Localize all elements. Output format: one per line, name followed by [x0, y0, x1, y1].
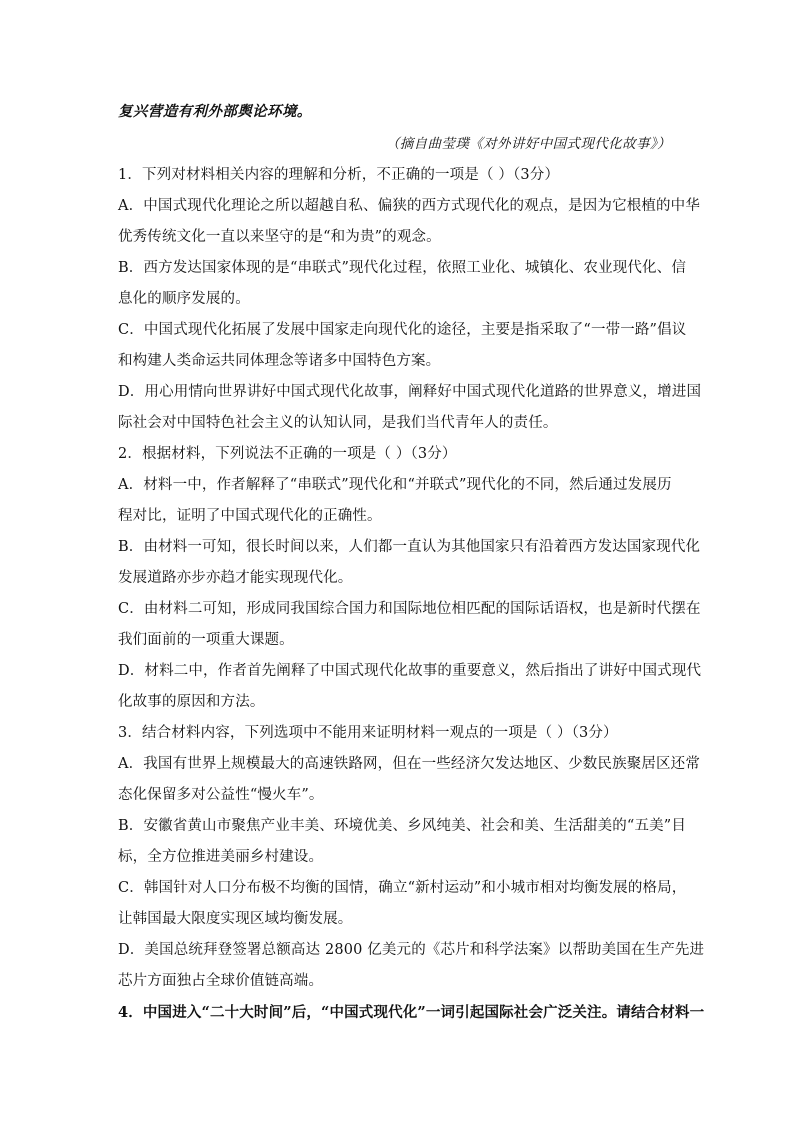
question-1-option-a-line-2: 优秀传统文化一直以来坚守的是“和为贵”的观念。 [118, 229, 441, 245]
question-2-option-c-line-1: C．由材料二可知，形成同我国综合国力和国际地位相匹配的国际话语权，也是新时代摆在 [118, 601, 701, 617]
question-1-option-d-line-1: D．用心用情向世界讲好中国式现代化故事，阐释好中国式现代化道路的世界意义，增进国 [118, 384, 702, 400]
question-3-option-a-line-2: 态化保留多对公益性“慢火车”。 [118, 787, 324, 803]
question-2-stem: 2．根据材料，下列说法不正确的一项是（ ）（3分） [118, 446, 457, 462]
question-2-option-a-line-1: A．材料一中，作者解释了“串联式”现代化和“并联式”现代化的不同，然后通过发展历 [118, 477, 672, 493]
question-3-stem: 3．结合材料内容，下列选项中不能用来证明材料一观点的一项是（ ）（3分） [118, 725, 618, 741]
question-1-option-b-line-2: 息化的顺序发展的。 [118, 291, 250, 307]
question-2-option-b-line-2: 发展道路亦步亦趋才能实现现代化。 [118, 570, 353, 586]
question-2-option-b-line-1: B．由材料一可知，很长时间以来，人们都一直认为其他国家只有沿着西方发达国家现代化 [118, 539, 701, 555]
question-3-option-d-line-2: 芯片方面独占全球价值链高端。 [118, 973, 324, 989]
question-1-option-c-line-1: C．中国式现代化拓展了发展中国家走向现代化的途径，主要是指采取了“一带一路”倡议 [118, 322, 687, 338]
question-2-option-d-line-1: D．材料二中，作者首先阐释了中国式现代化故事的重要意义，然后指出了讲好中国式现代 [118, 663, 702, 679]
question-1-stem: 1．下列对材料相关内容的理解和分析，不正确的一项是（ ）（3分） [118, 167, 560, 183]
question-3-option-a-line-1: A．我国有世界上规模最大的高速铁路网，但在一些经济欠发达地区、少数民族聚居区还常 [118, 756, 700, 772]
question-2-option-d-line-2: 化故事的原因和方法。 [118, 694, 265, 710]
material-source-citation: （摘自曲莹璞《对外讲好中国式现代化故事》） [385, 136, 671, 152]
question-2-option-a-line-2: 程对比，证明了中国式现代化的正确性。 [118, 508, 382, 524]
question-1-option-a-line-1: A．中国式现代化理论之所以超越自私、偏狭的西方式现代化的观点，是因为它根植的中华 [118, 198, 700, 214]
question-1-option-c-line-2: 和构建人类命运共同体理念等诸多中国特色方案。 [118, 353, 441, 369]
question-3-option-c-line-2: 让韩国最大限度实现区域均衡发展。 [118, 911, 353, 927]
question-4-stem: 4．中国进入“二十大时间”后，“中国式现代化”一词引起国际社会广泛关注。请结合材料一 [118, 1004, 705, 1021]
material-ending-text: 复兴营造有利外部舆论环境。 [118, 103, 312, 120]
question-3-option-c-line-1: C．韩国针对人口分布极不均衡的国情，确立“新村运动”和小城市相对均衡发展的格局， [118, 880, 687, 896]
question-3-option-b-line-1: B．安徽省黄山市聚焦产业丰美、环境优美、乡风纯美、社会和美、生活甜美的“五美”目 [118, 818, 686, 834]
question-2-option-c-line-2: 我们面前的一项重大课题。 [118, 632, 294, 648]
question-1-option-b-line-1: B．西方发达国家体现的是“串联式”现代化过程，依照工业化、城镇化、农业现代化、信 [118, 260, 686, 276]
question-1-option-d-line-2: 际社会对中国特色社会主义的认知认同，是我们当代青年人的责任。 [118, 415, 558, 431]
question-3-option-d-line-1: D．美国总统拜登签署总额高达 2800 亿美元的《芯片和科学法案》以帮助美国在生产先进 [118, 942, 705, 958]
question-3-option-b-line-2: 标，全方位推进美丽乡村建设。 [118, 849, 324, 865]
